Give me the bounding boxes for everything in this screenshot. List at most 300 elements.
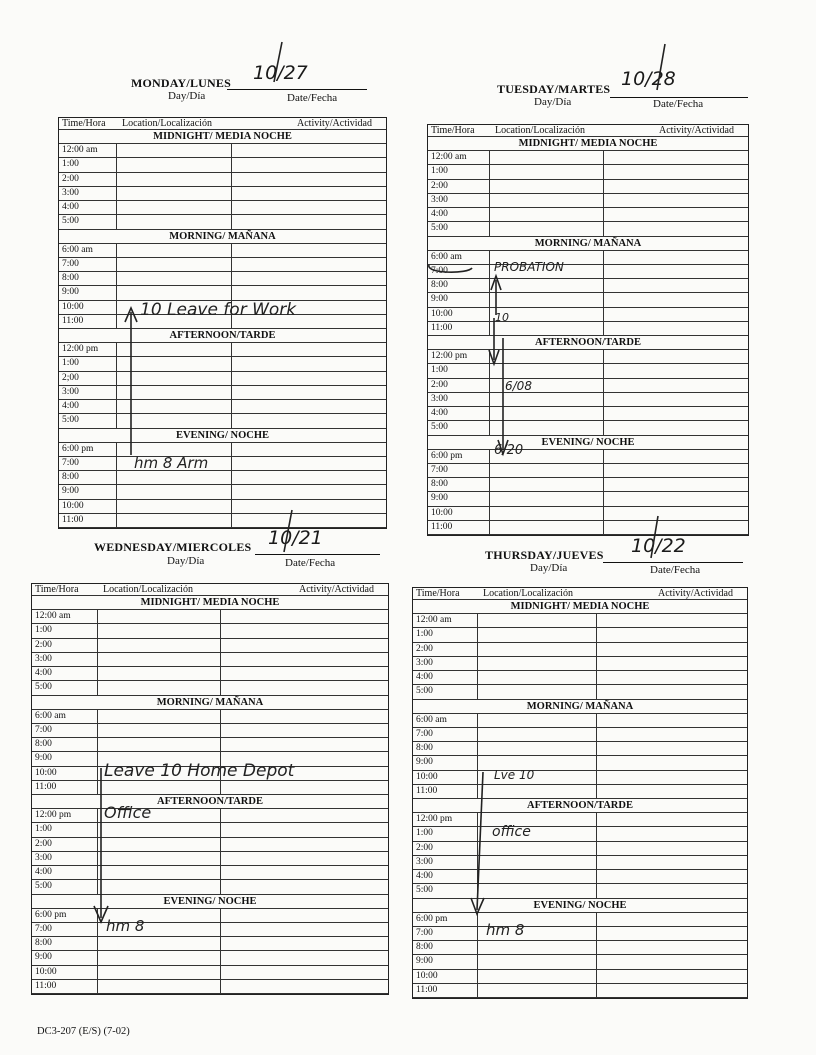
time-row [413,984,747,998]
time-row [59,187,386,201]
time-label: 9:00 [35,753,52,764]
column-divider [97,681,98,694]
column-divider [231,414,232,427]
column-divider [220,966,221,979]
time-row [428,293,748,307]
time-label: 11:00 [62,315,84,326]
time-label: 8:00 [431,280,448,290]
column-divider [116,400,117,413]
section-morning: MORNING/ MAÑANA [413,700,747,714]
time-row [428,322,748,336]
time-row [428,165,748,179]
time-label: 2:00 [431,180,448,191]
time-row [32,681,388,695]
time-row [428,308,748,322]
column-divider [477,756,478,769]
time-label: 6:00 am [62,244,93,255]
column-divider [220,909,221,922]
column-divider [596,813,597,826]
date-label: Date/Fecha [650,564,701,576]
column-divider [603,379,604,392]
column-divider [603,251,604,264]
column-divider [231,514,232,527]
time-label: 6:00 pm [431,450,463,461]
section-midnight: MIDNIGHT/ MEDIA NOCHE [32,596,388,610]
time-row [413,728,747,742]
time-row [59,258,386,272]
handwritten-note: 6/20 [494,443,524,458]
time-label: 6:00 pm [62,443,94,454]
time-label: 2:00 [62,173,79,184]
column-divider [116,414,117,427]
time-label: 3:00 [62,187,79,198]
time-label: 3:00 [35,852,52,863]
column-divider [231,258,232,271]
column-divider [97,951,98,964]
day-name: WEDNESDAY/MIERCOLES [94,540,252,554]
column-divider [603,492,604,505]
time-row [428,222,748,236]
column-divider [477,913,478,926]
column-divider [489,222,490,235]
time-label: 9:00 [416,956,433,967]
time-row [428,379,748,393]
time-label: 3:00 [431,393,448,404]
column-divider [97,923,98,936]
section-evening: EVENING/ NOCHE [32,895,388,909]
time-row [59,158,386,172]
column-divider [231,215,232,228]
column-divider [603,364,604,377]
time-row [59,144,386,158]
time-row [413,813,747,827]
time-label: 4:00 [35,867,52,877]
column-divider [489,165,490,178]
time-label: 10:00 [431,507,453,518]
location-column-header: Location/Localización [103,584,193,595]
column-divider [231,144,232,157]
column-divider [603,308,604,321]
column-divider [477,827,478,840]
time-label: 5:00 [62,415,79,426]
section-midnight: MIDNIGHT/ MEDIA NOCHE [59,130,386,144]
column-divider [97,710,98,723]
column-divider [231,343,232,356]
column-divider [116,201,117,214]
column-divider [477,657,478,670]
time-label: 10:00 [416,771,438,782]
column-divider [489,151,490,164]
time-label: 11:00 [416,984,438,995]
column-divider [116,215,117,228]
time-row [32,838,388,852]
column-divider [231,386,232,399]
time-row [413,970,747,984]
activity-column-header: Activity/Actividad [658,588,733,599]
time-row [32,823,388,837]
time-label: 2;00 [62,372,79,383]
column-divider [489,393,490,406]
handwritten-date: 10/28 [621,68,676,90]
column-divider [477,614,478,627]
column-divider [231,485,232,498]
column-divider [97,738,98,751]
column-divider [97,809,98,822]
time-label: 3:00 [62,386,79,397]
time-label: 12:00 pm [62,344,99,354]
day-name: TUESDAY/MARTES [497,82,611,96]
handwritten-note: 10 Leave for Work [140,300,297,320]
time-label: 4:00 [431,209,448,219]
column-divider [489,407,490,420]
time-label: 9:00 [416,757,433,768]
column-divider [220,937,221,950]
time-label: 10:00 [62,500,84,511]
column-divider [116,301,117,314]
column-divider [116,258,117,271]
column-divider [603,222,604,235]
column-divider [489,464,490,477]
column-divider [596,643,597,656]
column-divider [477,785,478,798]
column-divider [477,728,478,741]
time-label: 2:00 [35,838,52,849]
column-divider [596,614,597,627]
section-midnight: MIDNIGHT/ MEDIA NOCHE [413,600,747,614]
column-divider [603,521,604,534]
time-row [32,710,388,724]
column-divider [489,421,490,434]
time-row [413,643,747,657]
time-row [413,913,747,927]
column-divider [231,372,232,385]
column-divider [116,485,117,498]
column-divider [477,742,478,755]
time-row [32,809,388,823]
column-divider [231,471,232,484]
table-header [59,118,386,130]
column-divider [489,379,490,392]
section-evening: EVENING/ NOCHE [59,429,386,443]
time-label: 1:00 [62,358,79,369]
column-divider [116,173,117,186]
column-divider [477,941,478,954]
time-column-header: Time/Hora [416,588,460,599]
time-label: 7:00 [62,457,79,468]
column-divider [220,610,221,623]
time-row [32,937,388,951]
time-row [413,714,747,728]
time-row [32,909,388,923]
column-divider [97,966,98,979]
time-row [32,852,388,866]
time-label: 3:00 [431,194,448,205]
time-row [32,923,388,937]
column-divider [231,357,232,370]
column-divider [596,756,597,769]
section-afternoon: AFTERNOON/TARDE [59,329,386,343]
column-divider [603,165,604,178]
time-label: 9:00 [431,294,448,305]
time-row [59,357,386,371]
column-divider [116,144,117,157]
column-divider [603,151,604,164]
time-label: 7:00 [416,728,433,739]
day-label: Day/Día [168,90,206,102]
time-label: 12:00 am [62,145,98,155]
time-label: 4:00 [416,871,433,881]
column-divider [220,809,221,822]
time-label: 12:00 pm [431,351,468,361]
time-label: 7:00 [431,265,448,276]
time-label: 1:00 [416,828,433,839]
time-label: 5:00 [416,686,433,697]
schedule-table-thursday [412,587,748,999]
column-divider [97,724,98,737]
time-label: 4:00 [62,202,79,212]
time-label: 9:00 [35,952,52,963]
column-divider [603,208,604,221]
column-divider [603,507,604,520]
time-row [59,201,386,215]
date-label: Date/Fecha [653,98,704,110]
activity-column-header: Activity/Actividad [299,584,374,595]
column-divider [231,457,232,470]
column-divider [220,781,221,794]
time-row [59,215,386,229]
handwritten-note: Lve 10 [494,768,535,782]
column-divider [97,909,98,922]
column-divider [220,923,221,936]
time-row [428,521,748,535]
column-divider [97,624,98,637]
time-label: 2:00 [416,842,433,853]
time-label: 8:00 [35,739,52,749]
time-label: 9:00 [62,486,79,497]
column-divider [596,685,597,698]
time-row [413,955,747,969]
time-label: 10:00 [35,767,57,778]
time-label: 1:00 [62,159,79,170]
time-label: 3:00 [416,657,433,668]
time-label: 8:00 [62,472,79,482]
schedule-table-tuesday [427,124,749,536]
time-row [59,443,386,457]
column-divider [231,272,232,285]
column-divider [97,880,98,893]
column-divider [489,478,490,491]
column-divider [477,643,478,656]
column-divider [477,970,478,983]
column-divider [220,852,221,865]
column-divider [603,421,604,434]
time-row [413,628,747,642]
time-label: 4:00 [62,401,79,411]
section-afternoon: AFTERNOON/TARDE [428,336,748,350]
time-row [413,884,747,898]
column-divider [596,628,597,641]
time-label: 11:00 [35,781,57,792]
time-row [59,485,386,499]
column-divider [603,478,604,491]
time-label: 10:00 [62,301,84,312]
column-divider [477,842,478,855]
column-divider [116,471,117,484]
time-row [428,507,748,521]
day-label: Day/Día [167,555,205,567]
column-divider [477,685,478,698]
time-label: 5:00 [62,216,79,227]
time-label: 7:00 [62,258,79,269]
date-label: Date/Fecha [287,92,338,104]
time-label: 8:00 [431,479,448,489]
time-label: 2:00 [416,643,433,654]
time-row [59,471,386,485]
time-column-header: Time/Hora [431,125,475,136]
handwritten-note: hm 8 Arm [134,454,209,472]
time-label: 3:00 [35,653,52,664]
activity-column-header: Activity/Actividad [297,118,372,129]
handwritten-note: PROBATION [494,260,564,274]
time-label: 4:00 [431,408,448,418]
column-divider [116,372,117,385]
time-row [413,756,747,770]
column-divider [97,610,98,623]
location-column-header: Location/Localización [495,125,585,136]
table-header [32,584,388,596]
time-label: 7:00 [431,464,448,475]
section-morning: MORNING/ MAÑANA [59,230,386,244]
column-divider [489,492,490,505]
column-divider [97,767,98,780]
time-label: 1:00 [416,629,433,640]
time-row [32,639,388,653]
time-row [413,657,747,671]
column-divider [489,364,490,377]
section-evening: EVENING/ NOCHE [428,436,748,450]
time-label: 1:00 [431,365,448,376]
column-divider [220,667,221,680]
handwritten-note: hm 8 [486,921,525,939]
column-divider [220,681,221,694]
column-divider [477,884,478,897]
column-divider [477,813,478,826]
column-divider [97,852,98,865]
column-divider [116,386,117,399]
time-label: 4:00 [35,668,52,678]
time-label: 11:00 [431,322,453,333]
column-divider [596,913,597,926]
time-label: 5:00 [35,881,52,892]
time-row [59,500,386,514]
column-divider [220,710,221,723]
time-label: 1:00 [35,625,52,636]
handwritten-date: 10/27 [253,62,308,84]
column-divider [603,322,604,335]
time-label: 8:00 [35,938,52,948]
time-label: 6:00 am [431,251,462,262]
time-label: 5:00 [416,885,433,896]
time-row [413,856,747,870]
column-divider [116,443,117,456]
time-row [428,251,748,265]
time-label: 9:00 [431,493,448,504]
time-column-header: Time/Hora [62,118,106,129]
column-divider [489,251,490,264]
time-row [32,966,388,980]
column-divider [596,728,597,741]
time-label: 6:00 am [416,714,447,725]
column-divider [97,980,98,993]
time-row [59,514,386,528]
column-divider [477,671,478,684]
handwritten-note: Office [104,803,152,822]
column-divider [489,279,490,292]
time-row [32,653,388,667]
time-row [32,866,388,880]
time-row [428,393,748,407]
column-divider [97,752,98,765]
column-divider [477,870,478,883]
section-morning: MORNING/ MAÑANA [32,696,388,710]
day-name: THURSDAY/JUEVES [485,548,604,562]
time-label: 10:00 [431,308,453,319]
time-row [413,671,747,685]
handwritten-date: 10/22 [631,535,686,557]
time-label: 11:00 [431,521,453,532]
column-divider [116,286,117,299]
column-divider [477,714,478,727]
column-divider [220,980,221,993]
time-row [59,414,386,428]
column-divider [596,657,597,670]
column-divider [97,639,98,652]
form-number: DC3-207 (E/S) (7-02) [37,1026,130,1037]
column-divider [477,927,478,940]
column-divider [603,279,604,292]
column-divider [116,187,117,200]
time-row [428,180,748,194]
column-divider [116,244,117,257]
column-divider [596,984,597,997]
section-morning: MORNING/ MAÑANA [428,237,748,251]
column-divider [603,265,604,278]
column-divider [596,870,597,883]
column-divider [489,521,490,534]
time-label: 11:00 [416,785,438,796]
time-label: 8:00 [416,743,433,753]
date-label: Date/Fecha [285,557,336,569]
time-label: 5:00 [35,682,52,693]
column-divider [97,866,98,879]
column-divider [116,315,117,328]
column-divider [220,823,221,836]
time-label: 6:00 pm [35,909,67,920]
column-divider [596,927,597,940]
time-row [32,880,388,894]
column-divider [489,208,490,221]
column-divider [220,951,221,964]
time-row [59,386,386,400]
time-row [428,194,748,208]
column-divider [603,393,604,406]
column-divider [231,187,232,200]
column-divider [231,443,232,456]
column-divider [231,201,232,214]
day-name: MONDAY/LUNES [131,76,231,90]
day-label: Day/Día [530,562,568,574]
column-divider [489,350,490,363]
